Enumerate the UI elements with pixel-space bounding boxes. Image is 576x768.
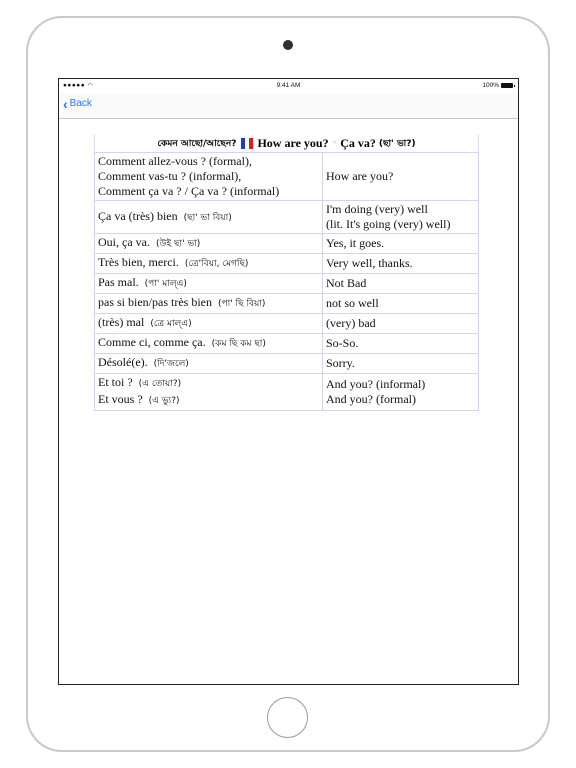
english-translation-text: Very well, thanks.: [326, 256, 413, 270]
french-phrase-cell: [95, 234, 323, 254]
french-phrase-text: pas si bien/pas très bien: [98, 295, 212, 309]
french-phrase-cell: [95, 201, 323, 234]
header-french: Ça va?: [340, 135, 376, 150]
french-phrase-text: Ça va (très) bien: [98, 208, 178, 223]
phrase-header: [94, 134, 479, 152]
french-phrase-text: Comme ci, comme ça.: [98, 335, 206, 349]
wifi-icon: ◠: [87, 83, 94, 89]
signal-dots: ●●●●●: [63, 82, 88, 89]
table-row: [95, 314, 479, 334]
table-row: [95, 153, 479, 201]
english-translation-text: I'm doing (very) well: [326, 202, 428, 216]
pronunciation-text: (এ ভ্যু?): [148, 396, 180, 406]
french-phrase-line: [98, 235, 319, 252]
french-phrase-cell: [95, 153, 323, 201]
header-french-pronunciation: (ছা' ভা?): [378, 138, 416, 149]
english-translation-text: (lit. It's going (very) well): [326, 217, 451, 231]
back-button[interactable]: [63, 95, 92, 112]
table-row: [95, 274, 479, 294]
pronunciation-text: (পা' ছি বিয়া): [217, 299, 266, 309]
french-phrase-line: [98, 355, 319, 372]
english-translation-cell: [323, 234, 479, 254]
english-translation-cell: [323, 334, 479, 354]
phrase-content: [94, 134, 479, 411]
french-phrase-text: Comment vas-tu ? (informal),: [98, 169, 242, 183]
english-translation-text: Sorry.: [326, 356, 355, 370]
french-phrase-text: Comment ça va ? / Ça va ? (informal): [98, 184, 280, 198]
pronunciation-text: (ত্রে'বিয়া, মেগছি): [184, 259, 249, 269]
table-row: [95, 354, 479, 374]
table-row: [95, 201, 479, 234]
english-translation-cell: [323, 201, 479, 234]
french-phrase-line: [98, 154, 319, 169]
header-english: How are you?: [257, 135, 329, 150]
english-translation-text: So-So.: [326, 336, 359, 350]
french-phrase-line: [98, 335, 319, 352]
battery-percent: 100%: [482, 82, 499, 89]
header-separator: ○: [332, 140, 337, 146]
french-phrase-line: [98, 275, 319, 292]
english-translation-cell: [323, 374, 479, 411]
english-translation-text: not so well: [326, 296, 379, 310]
french-phrase-text: (très) mal: [98, 315, 145, 329]
french-phrase-text: Comment allez-vous ? (formal),: [98, 154, 252, 168]
french-phrase-text: Pas mal.: [98, 275, 139, 289]
phrase-table: [94, 152, 479, 411]
french-phrase-text: Désolé(e).: [98, 355, 148, 369]
french-phrase-text: Et toi ?: [98, 375, 133, 389]
french-phrase-cell: [95, 354, 323, 374]
english-translation-cell: [323, 354, 479, 374]
french-phrase-text: Oui, ça va.: [98, 235, 150, 249]
french-phrase-cell: [95, 374, 323, 411]
pronunciation-text: (ত্রে মাল্এ): [150, 319, 192, 329]
french-phrase-text: Et vous ?: [98, 392, 143, 406]
english-translation-cell: [323, 254, 479, 274]
pronunciation-text: (ছা' ভা বিয়া): [183, 212, 232, 223]
english-translation-text: How are you?: [326, 169, 394, 183]
french-phrase-line: [98, 169, 319, 184]
english-translation-cell: [323, 314, 479, 334]
french-phrase-line: [98, 184, 319, 199]
french-phrase-line: [98, 209, 319, 226]
english-translation-text: And you? (formal): [326, 392, 416, 406]
english-translation-cell: [323, 153, 479, 201]
table-row: [95, 334, 479, 354]
screen: [58, 78, 519, 685]
flag-stripe-red: [249, 138, 253, 149]
pronunciation-text: (এ তোয়া?): [138, 379, 182, 389]
table-row: [95, 294, 479, 314]
pronunciation-text: (কম ছি কম ছা): [211, 339, 266, 349]
english-translation-cell: [323, 274, 479, 294]
status-time: 9:41 AM: [276, 82, 301, 89]
french-phrase-cell: [95, 294, 323, 314]
battery-indicator: [482, 82, 513, 89]
french-phrase-cell: [95, 254, 323, 274]
pronunciation-text: (পা' মাল্এ): [144, 279, 187, 289]
french-phrase-line: [98, 392, 319, 409]
table-row: [95, 234, 479, 254]
pronunciation-text: (দি'জলে): [153, 359, 189, 369]
header-bengali: কেমন আছো/আছেন?: [157, 138, 237, 149]
table-row: [95, 374, 479, 411]
french-phrase-cell: [95, 274, 323, 294]
french-phrase-line: [98, 295, 319, 312]
chevron-left-icon: ‹: [63, 95, 68, 112]
english-translation-text: Yes, it goes.: [326, 236, 385, 250]
pronunciation-text: (উই ছা' ভা): [155, 239, 201, 249]
battery-icon: [501, 83, 513, 88]
french-phrase-line: [98, 315, 319, 332]
french-phrase-cell: [95, 314, 323, 334]
french-phrase-cell: [95, 334, 323, 354]
status-bar: [59, 79, 518, 93]
english-translation-cell: [323, 294, 479, 314]
english-translation-text: And you? (informal): [326, 377, 426, 391]
table-row: [95, 254, 479, 274]
camera-icon: [283, 40, 293, 50]
french-phrase-line: [98, 255, 319, 272]
french-flag-icon: [241, 138, 253, 149]
navigation-bar: [59, 93, 518, 119]
english-translation-text: (very) bad: [326, 316, 376, 330]
french-phrase-line: [98, 375, 319, 392]
english-translation-text: Not Bad: [326, 276, 367, 290]
home-button[interactable]: [267, 697, 308, 738]
back-label: Back: [69, 98, 92, 109]
french-phrase-text: Très bien, merci.: [98, 255, 179, 269]
